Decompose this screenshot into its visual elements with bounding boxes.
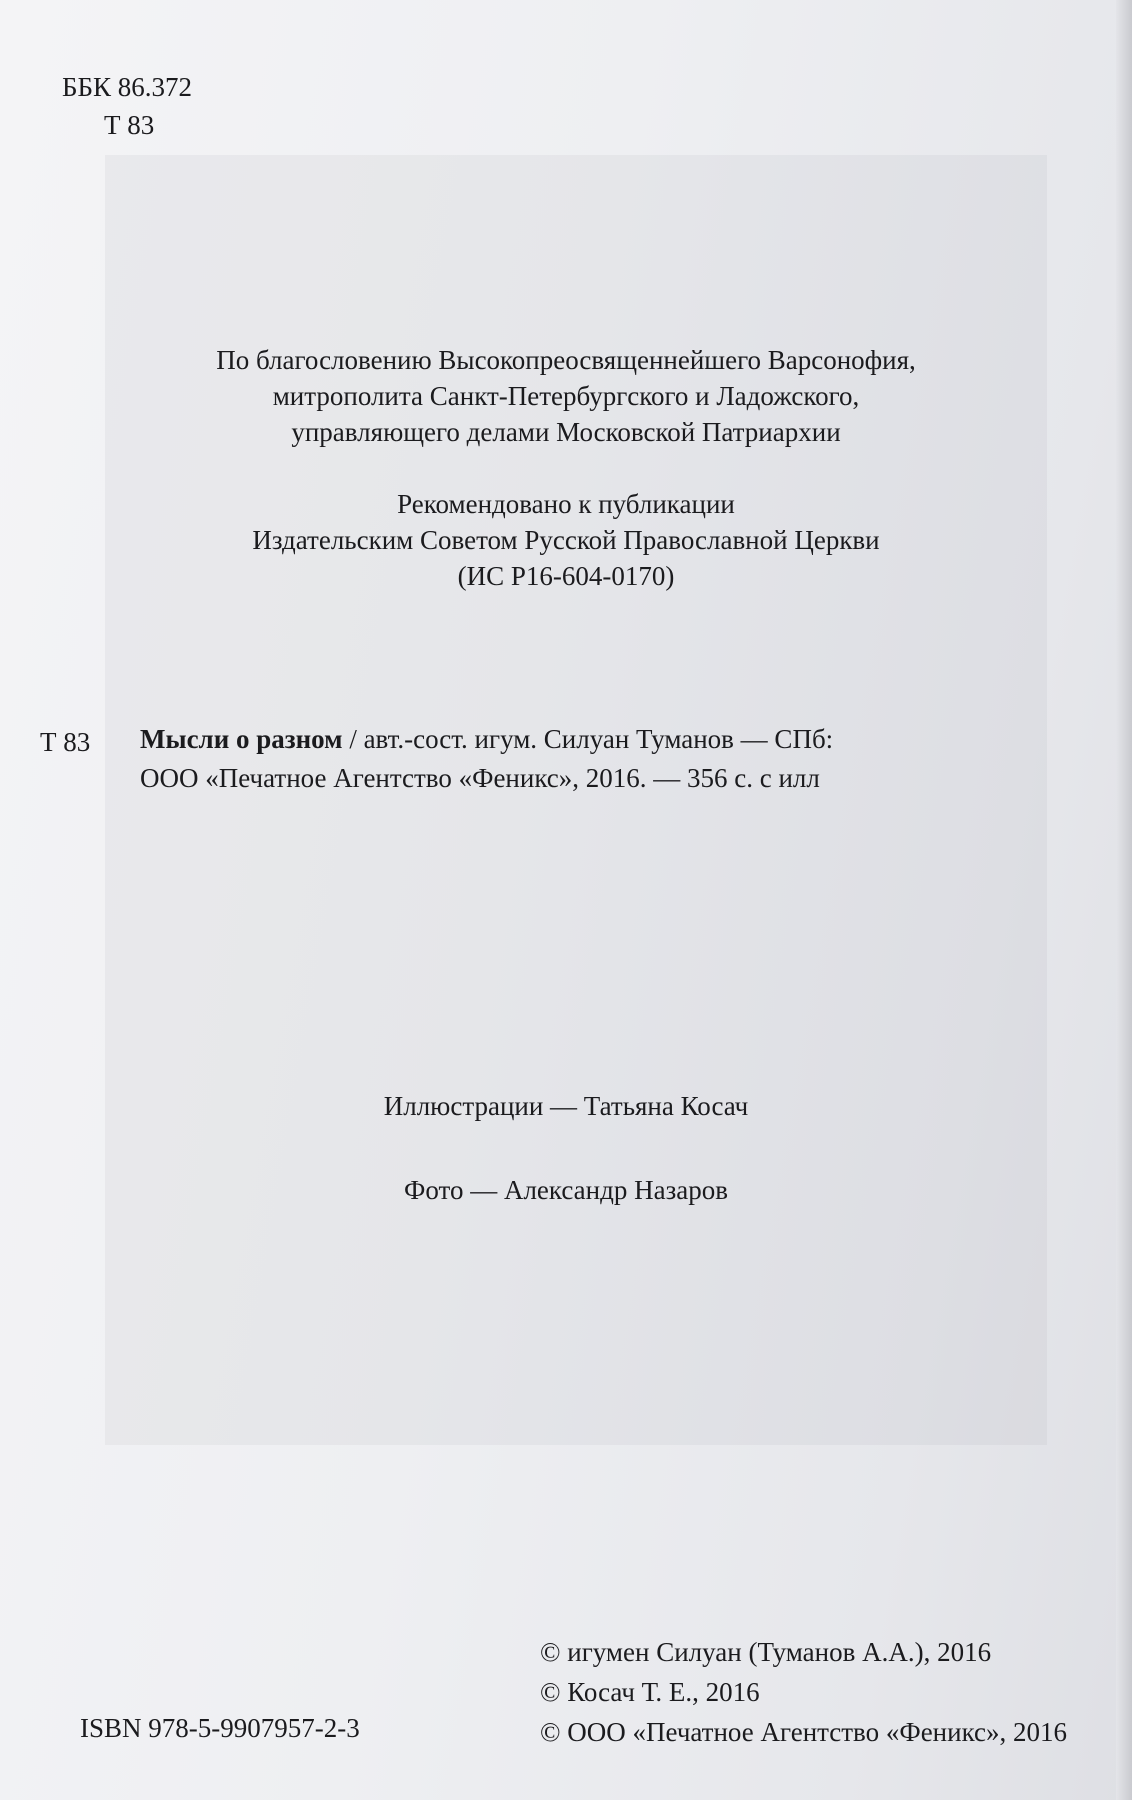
book-title: Мысли о разном [140,724,343,754]
photo-credit: Фото — Александр Назаров [404,1175,728,1205]
blessing-block [0,342,1132,450]
blessing-line: управляющего делами Московской Патриархии [291,417,841,447]
copyright-line: © ООО «Печатное Агентство «Феникс», 2016 [540,1717,1068,1747]
bbk-code: ББК 86.372 [62,72,193,102]
author-mark: Т 83 [40,727,91,757]
recommendation-block [0,486,1132,594]
page-edge [1116,0,1132,1800]
recommendation-line: (ИС Р16-604-0170) [457,561,675,591]
copyright-block [540,1632,1067,1752]
classification-block [62,68,192,144]
illustrations-credit: Иллюстрации — Татьяна Косач [383,1091,749,1121]
bibliographic-description [140,720,1096,798]
description-line-2: ООО «Печатное Агентство «Феникс», 2016. — 356 с. с илл [140,763,820,793]
description-line-1: / авт.-сост. игум. Силуан Туманов — СПб: [342,724,834,754]
recommendation-line: Рекомендовано к публикации [397,489,735,519]
blessing-line: митрополита Санкт-Петербургского и Ладожского, [272,381,860,411]
blessing-line: По благословению Высокопреосвященнейшего Варсонофия, [216,345,916,375]
author-mark-top: Т 83 [104,110,155,140]
copyright-line: © игумен Силуан (Туманов А.А.), 2016 [540,1637,992,1667]
copyright-line: © Косач Т. Е., 2016 [540,1677,760,1707]
recommendation-line: Издательским Советом Русской Православной Церкви [252,525,880,555]
isbn: ISBN 978-5-9907957-2-3 [80,1713,360,1743]
